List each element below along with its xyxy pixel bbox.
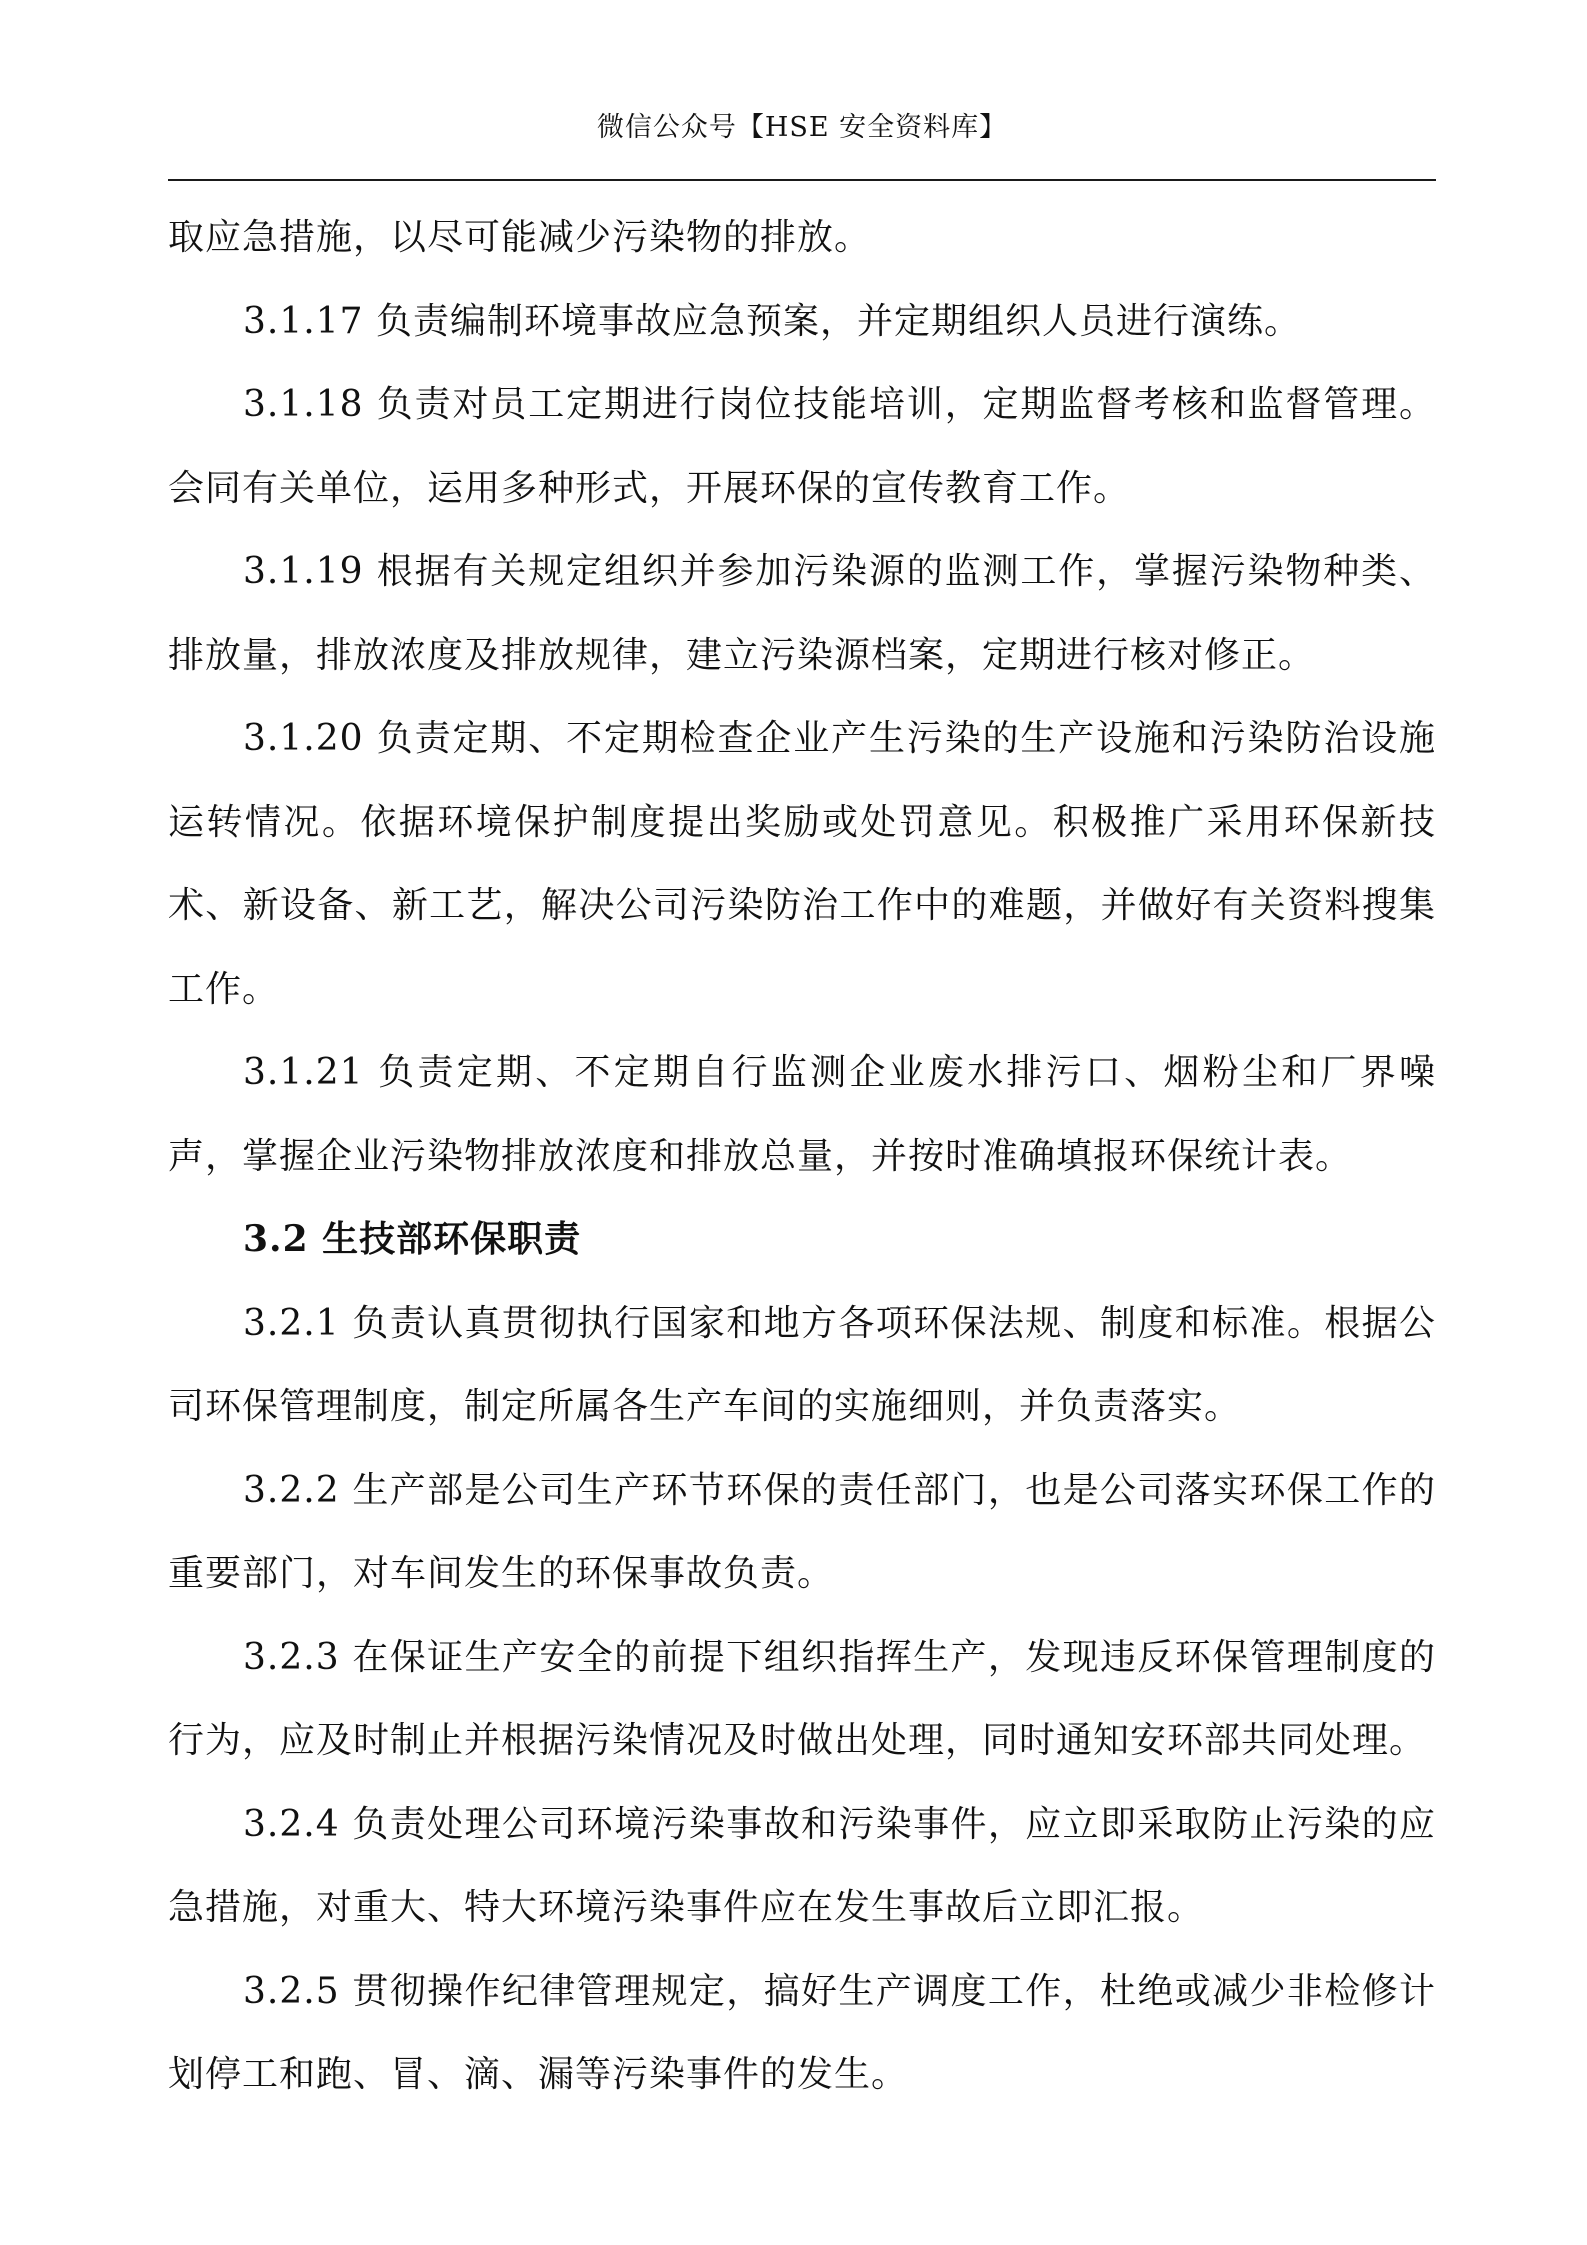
clause-3-1-21: 3.1.21 负责定期、不定期自行监测企业废水排污口、烟粉尘和厂界噪声，掌握企业污染物排放浓度和排放总量，并按时准确填报环保统计表。 bbox=[168, 1052, 1436, 1177]
document-body bbox=[168, 196, 1436, 2117]
clause-3-1-19: 3.1.19 根据有关规定组织并参加污染源的监测工作，掌握污染物种类、排放量，排放浓度及排放规律，建立污染源档案，定期进行核对修正。 bbox=[168, 551, 1436, 676]
clause-3-1-18: 3.1.18 负责对员工定期进行岗位技能培训，定期监督考核和监督管理。会同有关单位，运用多种形式，开展环保的宣传教育工作。 bbox=[168, 384, 1436, 509]
clause-3-2-2: 3.2.2 生产部是公司生产环节环保的责任部门，也是公司落实环保工作的重要部门，对车间发生的环保事故负责。 bbox=[168, 1469, 1436, 1594]
clause-3-2-4: 3.2.4 负责处理公司环境污染事故和污染事件，应立即采取防止污染的应急措施，对重大、特大环境污染事件应在发生事故后立即汇报。 bbox=[168, 1803, 1436, 1928]
section-heading-3-2: 3.2 生技部环保职责 bbox=[243, 1218, 582, 1260]
clause-3-1-20: 3.1.20 负责定期、不定期检查企业产生污染的生产设施和污染防治设施运转情况。依据环境保护制度提出奖励或处罚意见。积极推广采用环保新技术、新设备、新工艺，解决公司污染防治工作中的难题，并做好有关资料搜集工作。 bbox=[168, 718, 1436, 1010]
clause-3-2-3: 3.2.3 在保证生产安全的前提下组织指挥生产，发现违反环保管理制度的行为，应及时制止并根据污染情况及时做出处理，同时通知安环部共同处理。 bbox=[168, 1636, 1436, 1761]
clause-3-2-5: 3.2.5 贯彻操作纪律管理规定，搞好生产调度工作，杜绝或减少非检修计划停工和跑、冒、滴、漏等污染事件的发生。 bbox=[168, 1970, 1436, 2095]
page-header: 微信公众号【HSE 安全资料库】 bbox=[596, 112, 1008, 143]
paragraph-continuation: 取应急措施，以尽可能减少污染物的排放。 bbox=[168, 217, 872, 258]
clause-3-1-17: 3.1.17 负责编制环境事故应急预案，并定期组织人员进行演练。 bbox=[243, 300, 1301, 342]
clause-3-2-1: 3.2.1 负责认真贯彻执行国家和地方各项环保法规、制度和标准。根据公司环保管理制度，制定所属各生产车间的实施细则，并负责落实。 bbox=[168, 1302, 1436, 1427]
header-divider bbox=[168, 179, 1436, 181]
